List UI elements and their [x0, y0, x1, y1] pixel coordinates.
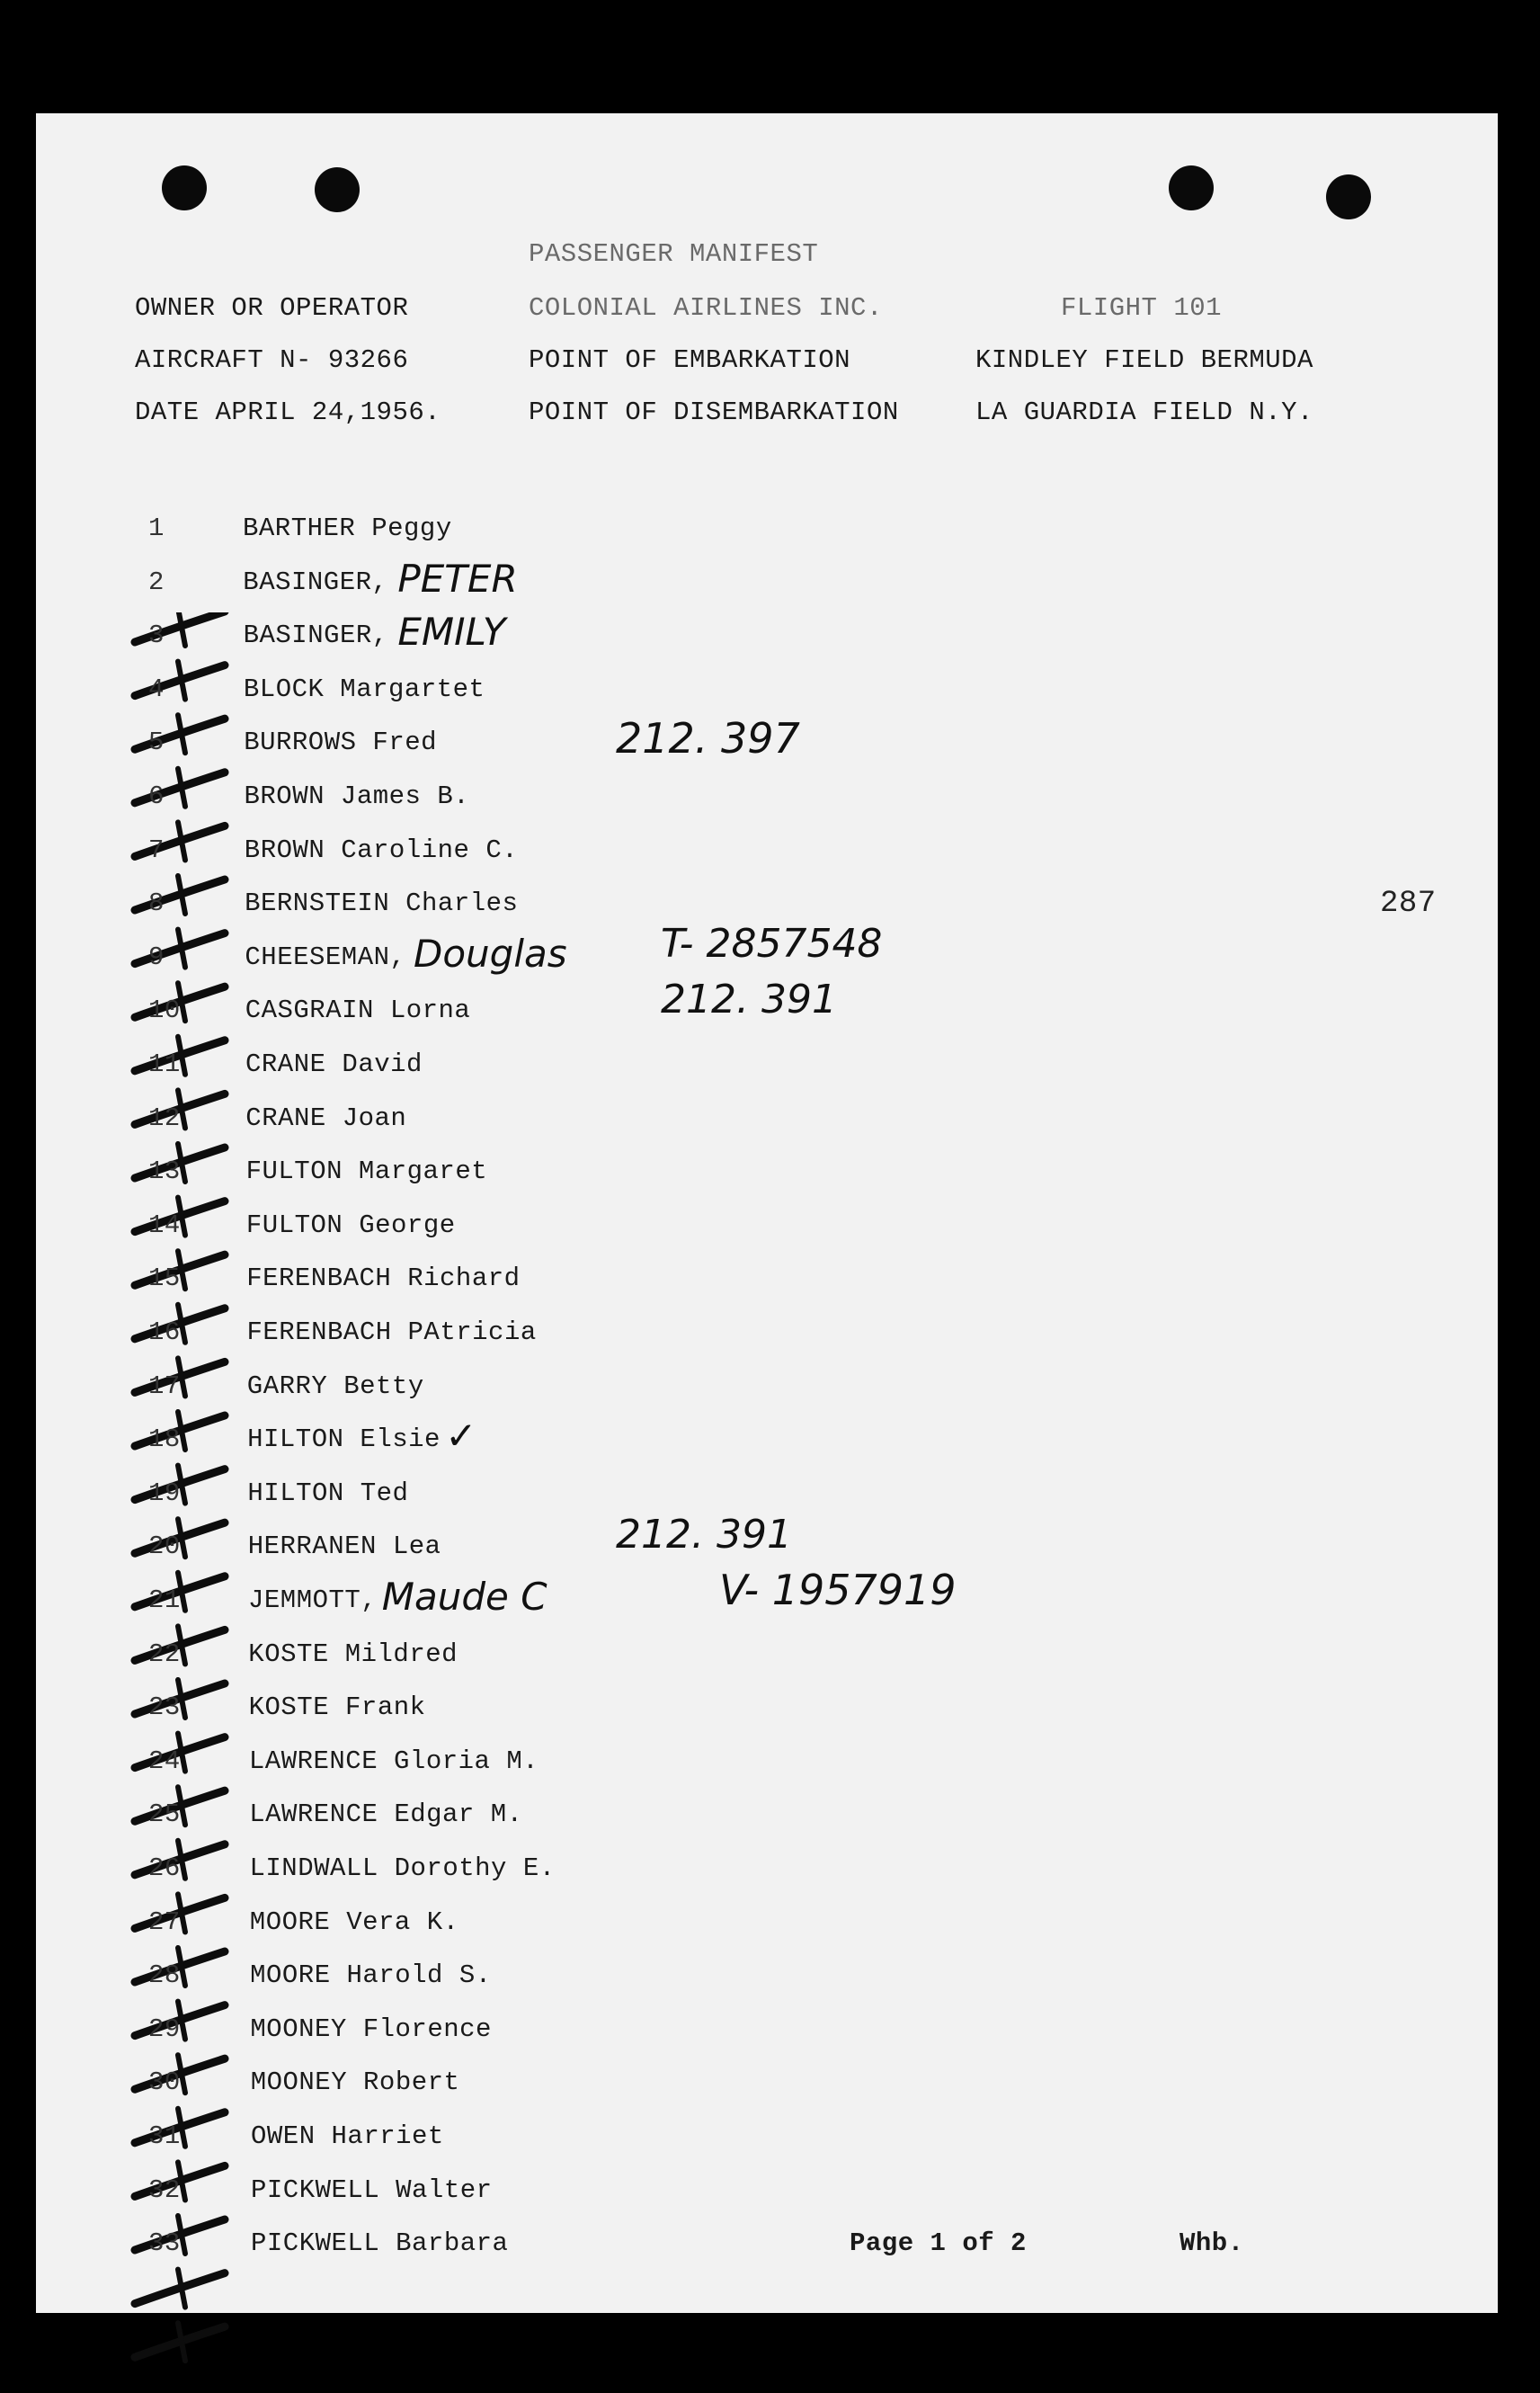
passenger-name: HILTON Ted [247, 1478, 409, 1508]
disembark-value: LA GUARDIA FIELD N.Y. [975, 397, 1313, 427]
passenger-number: 8 [148, 888, 165, 919]
passenger-number: 1 [148, 513, 165, 543]
punch-hole-icon [162, 165, 207, 210]
passenger-number: 14 [148, 1210, 181, 1240]
tally-stroke [178, 769, 185, 807]
manifest-page [36, 113, 1498, 2313]
punch-hole-icon [1169, 165, 1214, 210]
passenger-name: LAWRENCE Edgar M. [249, 1799, 523, 1830]
disembark-label: POINT OF DISEMBARKATION [529, 397, 899, 427]
passenger-name: HILTON Elsie [247, 1424, 441, 1455]
owner-value: COLONIAL AIRLINES INC. [529, 293, 883, 323]
passenger-number: 3 [148, 621, 165, 651]
passenger-number: 11 [148, 1049, 181, 1079]
passenger-number: 20 [148, 1531, 181, 1562]
aircraft-label: AIRCRAFT N- 93266 [135, 345, 409, 375]
punch-hole-icon [1326, 174, 1371, 219]
embark-label: POINT OF EMBARKATION [529, 345, 851, 375]
passenger-name: FERENBACH PAtricia [246, 1317, 537, 1347]
passenger-name: MOORE Harold S. [250, 1960, 492, 1991]
passenger-number: 31 [148, 2121, 181, 2151]
tally-stroke [178, 715, 185, 753]
passenger-name: PICKWELL Barbara [251, 2228, 509, 2259]
passenger-name: BURROWS Fred [244, 728, 438, 758]
date-label: DATE APRIL 24,1956. [135, 397, 441, 427]
passenger-number: 16 [148, 1317, 181, 1347]
passenger-number: 4 [148, 674, 165, 704]
tally-stroke [178, 662, 185, 700]
passenger-name: BERNSTEIN Charles [245, 888, 519, 919]
passenger-name: MOONEY Florence [250, 2014, 492, 2044]
passenger-number: 2 [148, 567, 165, 597]
footer-initials: Whb. [1179, 2228, 1244, 2258]
passenger-name: BROWN Caroline C. [244, 835, 519, 865]
passenger-number: 5 [148, 728, 165, 758]
passenger-number: 27 [148, 1906, 181, 1937]
embark-value: KINDLEY FIELD BERMUDA [975, 345, 1313, 375]
passenger-number: 22 [148, 1638, 181, 1669]
passenger-name: FERENBACH Richard [246, 1263, 521, 1294]
passenger-name: CRANE Joan [245, 1103, 407, 1133]
passenger-name: PICKWELL Walter [251, 2174, 493, 2205]
passenger-name: CASGRAIN Lorna [245, 996, 471, 1026]
page-number: 287 [1380, 887, 1437, 921]
passenger-number: 33 [148, 2228, 181, 2259]
passenger-name: BARTHER Peggy [243, 513, 452, 543]
passenger-name: LAWRENCE Gloria M. [248, 1746, 539, 1776]
passenger-number: 30 [148, 2067, 181, 2098]
passenger-name: HERRANEN Lea [247, 1531, 441, 1562]
tally-stroke [178, 2323, 185, 2361]
tally-stroke [178, 822, 185, 860]
punch-hole-icon [315, 167, 360, 212]
passenger-name: MOONEY Robert [250, 2067, 460, 2098]
passenger-number: 15 [148, 1263, 181, 1294]
manifest-title: PASSENGER MANIFEST [529, 239, 819, 269]
passenger-number: 6 [148, 781, 165, 811]
passenger-number: 23 [148, 1692, 181, 1723]
passenger-name: KOSTE Frank [248, 1692, 426, 1723]
passenger-handwritten: Maude C [381, 1575, 547, 1619]
passenger-name: CRANE David [245, 1049, 423, 1079]
passenger-number: 19 [148, 1478, 181, 1508]
passenger-number: 25 [148, 1799, 181, 1830]
passenger-handwritten: EMILY [397, 610, 506, 655]
passenger-name: KOSTE Mildred [248, 1638, 458, 1669]
tally-stroke [178, 2270, 185, 2308]
passenger-number: 12 [148, 1103, 181, 1133]
owner-label: OWNER OR OPERATOR [135, 293, 409, 323]
passenger-name: BROWN James B. [244, 781, 470, 811]
passenger-number: 26 [148, 1853, 181, 1883]
passenger-name: FULTON Margaret [245, 1156, 488, 1187]
passenger-name: OWEN Harriet [251, 2121, 444, 2151]
footer-page: Page 1 of 2 [850, 2228, 1027, 2258]
passenger-number: 7 [148, 835, 165, 865]
passenger-number: 24 [148, 1746, 181, 1776]
passenger-handwritten: Douglas [414, 931, 567, 976]
passenger-name: GARRY Betty [246, 1371, 424, 1401]
tally-stroke [178, 876, 185, 914]
annotation-code: V- 1957919 [719, 1566, 957, 1614]
passenger-name: JEMMOTT, [248, 1585, 378, 1615]
passenger-number: 18 [148, 1424, 181, 1455]
passenger-number: 17 [148, 1371, 181, 1401]
passenger-name: LINDWALL Dorothy E. [249, 1853, 556, 1883]
passenger-number: 21 [148, 1585, 181, 1615]
annotation-code: 212. 391 [661, 977, 837, 1022]
passenger-handwritten: PETER [397, 556, 518, 601]
annotation-code: T- 2857548 [661, 921, 883, 967]
flight-value: FLIGHT 101 [1061, 293, 1223, 323]
passenger-number: 29 [148, 2014, 181, 2044]
passenger-number: 32 [148, 2174, 181, 2205]
passenger-handwritten: ✓ [445, 1414, 477, 1459]
annotation-code: 212. 397 [616, 714, 800, 763]
annotation-code: 212. 391 [616, 1512, 792, 1558]
passenger-name: BASINGER, [243, 621, 388, 651]
passenger-number: 10 [148, 996, 181, 1026]
passenger-name: BLOCK Margartet [243, 674, 485, 704]
passenger-name: MOORE Vera K. [249, 1906, 459, 1937]
passenger-name: CHEESEMAN, [245, 942, 406, 972]
passenger-number: 28 [148, 1960, 181, 1991]
passenger-name: BASINGER, [243, 567, 388, 597]
passenger-name: FULTON George [245, 1210, 456, 1240]
tally-stroke [178, 930, 185, 968]
passenger-number: 13 [148, 1156, 181, 1187]
passenger-number: 9 [148, 942, 165, 972]
